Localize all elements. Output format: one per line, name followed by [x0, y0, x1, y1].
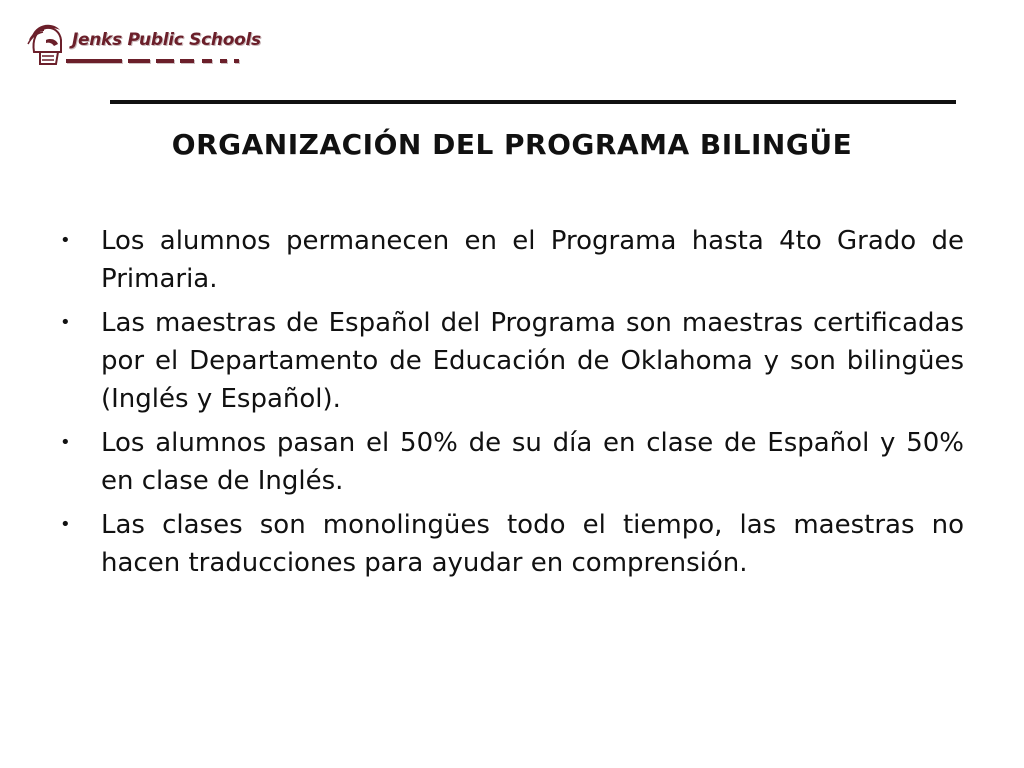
bullet-text: Los alumnos pasan el 50% de su día en clase de Español y 50% en clase de Inglés. [101, 428, 964, 496]
title-rule [110, 100, 956, 104]
bullet-text: Las clases son monolingües todo el tiempo, las maestras no hacen traducciones para ayudar en comprensión. [101, 510, 964, 578]
bullet-item [60, 506, 964, 582]
bullet-item [60, 222, 964, 298]
bullet-marker: • [60, 312, 71, 333]
bullet-marker: • [60, 432, 71, 453]
bullet-text: Las maestras de Español del Programa son maestras certificadas por el Departamento de Educación de Oklahoma y son bilingües (Inglés y Español). [101, 308, 964, 414]
bullet-marker: • [60, 230, 71, 251]
slide-title: ORGANIZACIÓN DEL PROGRAMA BILINGÜE [171, 128, 853, 161]
trojan-helmet-icon [26, 22, 66, 68]
bullet-item [60, 424, 964, 500]
bullet-text: Los alumnos permanecen en el Programa hasta 4to Grado de Primaria. [101, 226, 964, 294]
bullet-list [60, 222, 964, 588]
bullet-marker: • [60, 514, 71, 535]
logo-text: Jenks Public Schools [72, 30, 261, 50]
jenks-logo [22, 22, 282, 72]
bullet-item [60, 304, 964, 418]
